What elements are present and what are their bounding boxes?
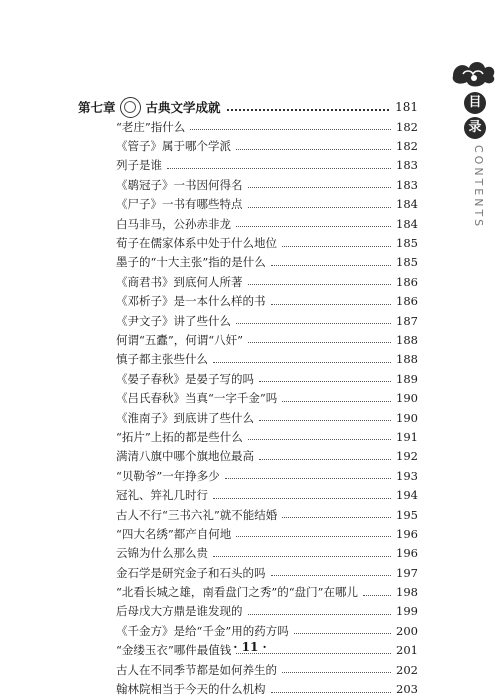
- toc-entry[interactable]: [116, 447, 418, 466]
- page-folio: · 11 ·: [233, 640, 267, 654]
- toc-entry-title: 云锦为什么那么贵: [116, 546, 208, 561]
- chapter-heading[interactable]: [78, 97, 418, 117]
- toc-list: [116, 117, 418, 699]
- leader-dots: [282, 517, 391, 518]
- leader-dots: [248, 439, 391, 440]
- toc-entry[interactable]: [116, 660, 418, 679]
- toc-entry-page: 185: [396, 236, 418, 251]
- toc-entry-page: 186: [396, 274, 418, 289]
- chapter-title: 古典文学成就: [145, 100, 221, 115]
- leader-dots: [248, 284, 392, 285]
- toc-entry-title: 冠礼、笄礼几时行: [116, 488, 208, 503]
- toc-entry-page: 190: [396, 410, 418, 425]
- toc-entry[interactable]: [116, 524, 418, 543]
- toc-entry-page: 182: [396, 139, 418, 154]
- toc-entry-title: 《尹文子》讲了些什么: [116, 313, 231, 328]
- toc-entry-title: 《鹖冠子》一书因何得名: [116, 177, 243, 192]
- toc-entry-page: 187: [396, 313, 418, 328]
- toc-entry-title: 《管子》属于哪个学派: [116, 139, 231, 154]
- toc-entry-title: 列子是谁: [116, 158, 162, 173]
- toc-entry-title: 荀子在儒家体系中处于什么地位: [116, 236, 277, 251]
- toc-entry[interactable]: [116, 485, 418, 504]
- toc-entry[interactable]: [116, 408, 418, 427]
- toc-entry-page: 198: [396, 585, 418, 600]
- toc-entry-page: 191: [396, 429, 418, 444]
- toc-entry-page: 201: [396, 643, 418, 658]
- leader-dots: [271, 304, 392, 305]
- toc-entry-title: 《邓析子》是一本什么样的书: [116, 294, 266, 309]
- toc-entry[interactable]: [116, 233, 418, 252]
- toc-entry-page: 195: [396, 507, 418, 522]
- toc-entry-page: 190: [396, 391, 418, 406]
- toc-entry-title: 何谓“五蠹”，何谓“八奸”: [116, 332, 244, 347]
- toc-entry-page: 194: [396, 488, 418, 503]
- toc-entry[interactable]: [116, 563, 418, 582]
- toc-entry[interactable]: [116, 466, 418, 485]
- toc-entry[interactable]: [116, 311, 418, 330]
- toc-entry-title: “贝勒爷”一年挣多少: [116, 468, 220, 483]
- toc-entry-title: 白马非马，公孙赤非龙: [116, 216, 231, 231]
- contents-title-vertical: [463, 92, 487, 139]
- toc-entry[interactable]: [116, 330, 418, 349]
- leader-dots: [259, 459, 391, 460]
- toc-entry-title: “老庄”指什么: [116, 119, 186, 134]
- chapter-page-number: 181: [395, 100, 418, 114]
- toc-entry-page: 183: [396, 158, 418, 173]
- cloud-ornament-icon: [449, 54, 499, 90]
- toc-entry[interactable]: [116, 621, 418, 640]
- leader-dots: [248, 342, 391, 343]
- toc-entry-page: 199: [396, 604, 418, 619]
- leader-dots: [248, 614, 392, 615]
- toc-entry-page: 184: [396, 216, 418, 231]
- toc-entry-page: 193: [396, 468, 418, 483]
- toc-entry-page: 186: [396, 294, 418, 309]
- toc-entry-title: 后母戊大方鼎是谁发现的: [116, 604, 243, 619]
- toc-entry-page: 188: [396, 352, 418, 367]
- toc-entry-page: 183: [396, 177, 418, 192]
- toc-entry-title: 《千金方》是给“千金”用的药方吗: [116, 623, 289, 638]
- toc-entry-page: 202: [396, 662, 418, 677]
- leader-dots: [225, 478, 391, 479]
- toc-entry[interactable]: [116, 253, 418, 272]
- leader-dots: [282, 401, 391, 402]
- toc-entry-title: 古人在不同季节都是如何养生的: [116, 662, 277, 677]
- leader-dots: [271, 692, 392, 693]
- toc-entry[interactable]: [116, 272, 418, 291]
- toc-entry-page: 200: [396, 623, 418, 638]
- toc-entry-title: 《淮南子》到底讲了些什么: [116, 410, 254, 425]
- leader-dots: [363, 595, 391, 596]
- chapter-label: 第七章: [78, 100, 116, 115]
- toc-entry-title: 《晏子春秋》是晏子写的吗: [116, 371, 254, 386]
- leader-dots: [227, 109, 390, 111]
- leader-dots: [271, 265, 391, 266]
- toc-entry-page: 196: [396, 546, 418, 561]
- leader-dots: [236, 149, 391, 150]
- toc-entry[interactable]: [116, 505, 418, 524]
- toc-entry-title: 翰林院相当于今天的什么机构: [116, 682, 266, 697]
- contents-title-char: 录: [464, 117, 486, 139]
- leader-dots: [259, 420, 391, 421]
- toc-entry-title: 金石学是研究金子和石头的吗: [116, 565, 266, 580]
- toc-entry[interactable]: [116, 292, 418, 311]
- toc-entry-title: 古人不行“三书六礼”就不能结婚: [116, 507, 278, 522]
- toc-entry-page: 197: [396, 565, 418, 580]
- contents-title-char: 目: [464, 92, 486, 114]
- leader-dots: [259, 381, 391, 382]
- toc-entry-page: 196: [396, 526, 418, 541]
- leader-dots: [213, 362, 391, 363]
- toc-entry[interactable]: [116, 156, 418, 175]
- leader-dots: [271, 575, 392, 576]
- toc-entry-title: “金缕玉衣”哪件最值钱: [116, 643, 232, 658]
- toc-entry-page: 185: [396, 255, 418, 270]
- toc-entry[interactable]: [116, 388, 418, 407]
- toc-entry-title: 《尸子》一书有哪些特点: [116, 197, 243, 212]
- toc-entry-page: 192: [396, 449, 418, 464]
- leader-dots: [213, 556, 391, 557]
- toc-entry-title: “四大名绣”都产自何地: [116, 526, 232, 541]
- toc-entry[interactable]: [116, 136, 418, 155]
- toc-entry[interactable]: [116, 214, 418, 233]
- toc-entry-title: 满清八旗中哪个旗地位最高: [116, 449, 254, 464]
- leader-dots: [282, 246, 391, 247]
- toc-entry-title: 慎子都主张些什么: [116, 352, 208, 367]
- toc-entry-page: 203: [396, 682, 418, 697]
- leader-dots: [236, 323, 391, 324]
- toc-entry-page: 188: [396, 332, 418, 347]
- toc-entry[interactable]: [116, 602, 418, 621]
- toc-entry-title: “拓片”上拓的都是些什么: [116, 429, 243, 444]
- toc-entry[interactable]: [116, 175, 418, 194]
- toc-entry[interactable]: [116, 582, 418, 601]
- leader-dots: [213, 498, 391, 499]
- leader-dots: [236, 536, 391, 537]
- leader-dots: [282, 672, 391, 673]
- toc-entry[interactable]: [116, 544, 418, 563]
- toc-entry-page: 182: [396, 119, 418, 134]
- toc-entry-title: 《商君书》到底何人所著: [116, 274, 243, 289]
- toc-entry-title: 《吕氏春秋》当真“一字千金”吗: [116, 391, 278, 406]
- toc-entry[interactable]: [116, 195, 418, 214]
- contents-english-label: CONTENTS: [472, 145, 485, 230]
- toc-entry[interactable]: [116, 117, 418, 136]
- toc-entry[interactable]: [116, 679, 418, 698]
- toc-entry[interactable]: [116, 427, 418, 446]
- toc-entry-page: 189: [396, 371, 418, 386]
- chapter-seal-icon: [120, 97, 141, 118]
- leader-dots: [190, 129, 391, 130]
- leader-dots: [167, 168, 391, 169]
- toc-entry-title: 墨子的“十大主张”指的是什么: [116, 255, 266, 270]
- leader-dots: [236, 226, 391, 227]
- toc-entry[interactable]: [116, 369, 418, 388]
- toc-entry-page: 184: [396, 197, 418, 212]
- toc-entry-title: “北看长城之雄，南看盘门之秀”的“盘门”在哪儿: [116, 585, 359, 600]
- leader-dots: [248, 187, 392, 188]
- toc-entry[interactable]: [116, 350, 418, 369]
- leader-dots: [294, 633, 391, 634]
- contents-side-banner: [447, 0, 500, 310]
- leader-dots: [248, 207, 392, 208]
